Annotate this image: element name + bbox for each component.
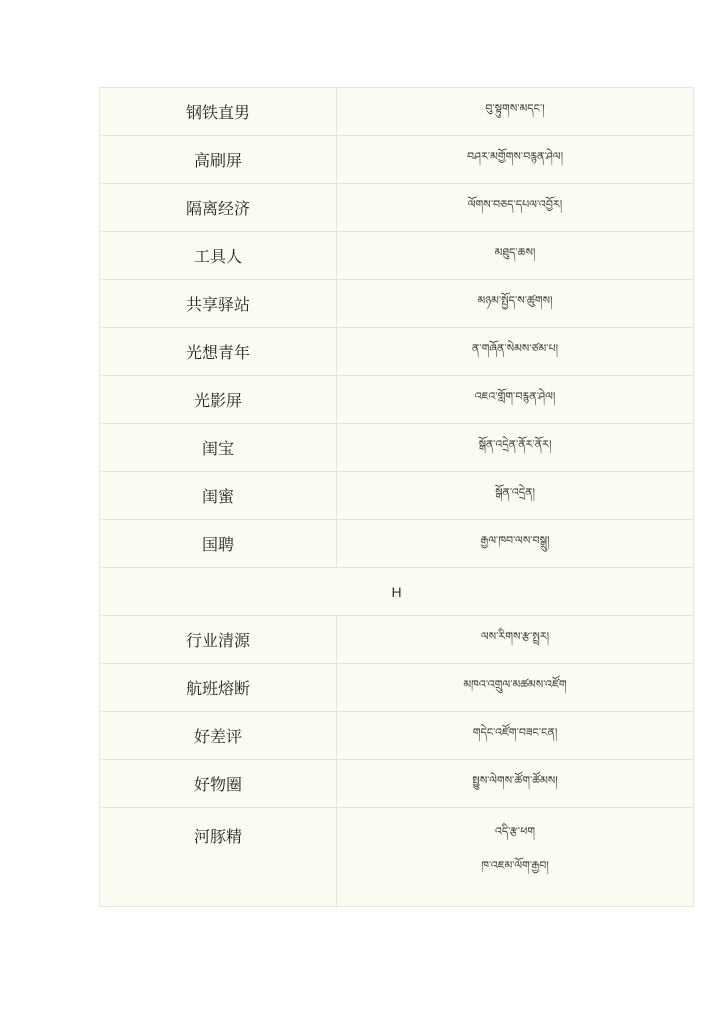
section-letter: H [100, 568, 694, 616]
tibetan-term: སྒོན་འདྲེན་ནོར་ནོར། [337, 424, 694, 472]
tibetan-term: འཇའ་གློག་བརྙན་ཤེལ། [337, 376, 694, 424]
chinese-term: 光想青年 [100, 328, 337, 376]
chinese-term: 隔离经济 [100, 184, 337, 232]
table-row [100, 616, 694, 664]
chinese-term: 行业清源 [100, 616, 337, 664]
tibetan-term [337, 808, 694, 907]
table-row [100, 88, 694, 136]
chinese-term: 好差评 [100, 712, 337, 760]
table-row [100, 664, 694, 712]
chinese-term: 闺蜜 [100, 472, 337, 520]
table-row [100, 184, 694, 232]
table-row [100, 760, 694, 808]
chinese-term: 好物圈 [100, 760, 337, 808]
chinese-term: 河豚精 [100, 808, 337, 907]
table-row [100, 520, 694, 568]
tibetan-term: ན་གཞོན་སེམས་ཙམ་པ། [337, 328, 694, 376]
chinese-term: 高刷屏 [100, 136, 337, 184]
tibetan-term: སྤྱུས་ལེགས་ཚོག་ཚོམས། [337, 760, 694, 808]
tibetan-term: རྒྱལ་ཁབ་ལས་བསྒྲུ། [337, 520, 694, 568]
chinese-term: 共享驿站 [100, 280, 337, 328]
tibetan-term: བུ་སྟུགས་མདང་། [337, 88, 694, 136]
tibetan-term: བཤར་མགྱོགས་བརྙན་ཤེལ། [337, 136, 694, 184]
chinese-term: 光影屏 [100, 376, 337, 424]
tibetan-term: མཐུད་ཆས། [337, 232, 694, 280]
glossary-table [99, 87, 694, 907]
table-row [100, 424, 694, 472]
tibetan-term: གདེང་འཛོག་བཟང་ངན། [337, 712, 694, 760]
chinese-term: 闺宝 [100, 424, 337, 472]
tibetan-term: ལོགས་བཅད་དཔལ་འབྱོར། [337, 184, 694, 232]
table-row [100, 376, 694, 424]
chinese-term: 工具人 [100, 232, 337, 280]
tibetan-term-line: འདི་རྩ་ཕག [494, 825, 536, 838]
table-row [100, 328, 694, 376]
table-row [100, 712, 694, 760]
tibetan-term: ལས་རིགས་རྩ་སྤྲར། [337, 616, 694, 664]
tibetan-term-line: ཁ་འཇམ་ལོག་རྒྱབ། [481, 859, 549, 872]
tibetan-term: སྒོན་འདྲེན། [337, 472, 694, 520]
chinese-term: 钢铁直男 [100, 88, 337, 136]
table-row [100, 232, 694, 280]
table-row [100, 280, 694, 328]
section-header-row [100, 568, 694, 616]
table-row [100, 808, 694, 907]
table-row [100, 136, 694, 184]
chinese-term: 航班熔断 [100, 664, 337, 712]
tibetan-term: མཁའ་འགྲུལ་མཚམས་འཛོག [337, 664, 694, 712]
tibetan-term: མཉམ་སྤྱོད་ས་ཚུགས། [337, 280, 694, 328]
chinese-term: 国聘 [100, 520, 337, 568]
table-row [100, 472, 694, 520]
